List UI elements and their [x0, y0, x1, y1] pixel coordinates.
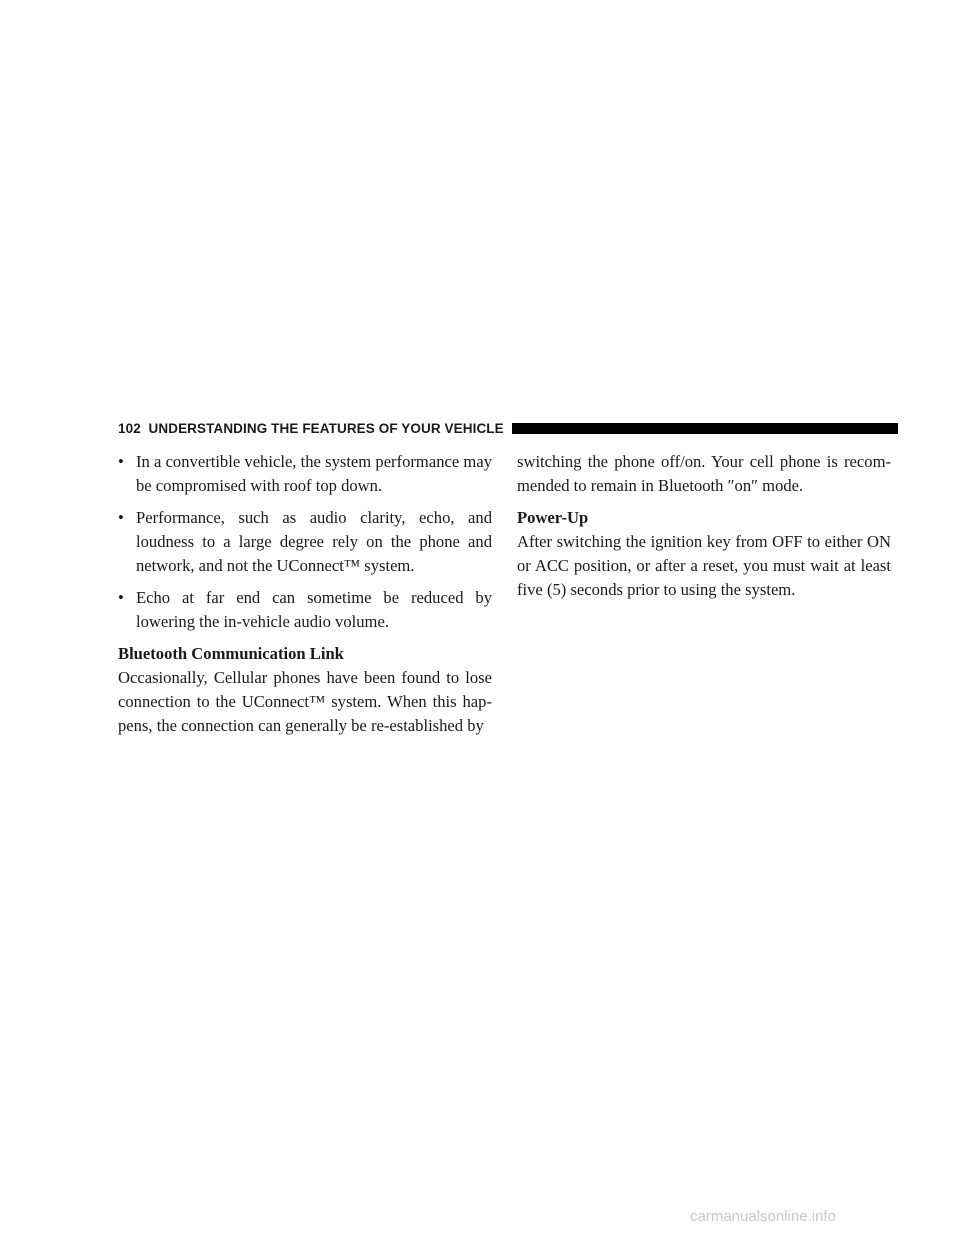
bullet-item: [118, 506, 492, 578]
paragraph-bluetooth: Occasionally, Cellular phones have been found to lose connection to the UConnect™ system. When this hap-pens, the connection can generally be re-established by: [118, 668, 492, 735]
left-column: [118, 450, 492, 738]
bullet-text: Performance, such as audio clarity, echo, and loudness to a large degree rely on the phone and network, and not the UConnect™ system.: [136, 508, 492, 575]
bullet-mark: •: [118, 588, 124, 607]
bullet-item: [118, 586, 492, 634]
header-text: [118, 421, 512, 436]
bullet-mark: •: [118, 452, 124, 471]
watermark: carmanualsonline.info: [690, 1208, 836, 1225]
right-column: [517, 450, 891, 602]
paragraph-power-up: After switching the ignition key from OFF to either ON or ACC position, or after a reset, you must wait at least five (5) seconds prior to using the system.: [517, 532, 891, 599]
bullet-item: [118, 450, 492, 498]
header-rule: [512, 423, 898, 434]
bullet-text: Echo at far end can sometime be reduced by lowering the in-vehicle audio volume.: [136, 588, 492, 631]
section-heading-bluetooth: Bluetooth Communication Link: [118, 644, 344, 663]
section-heading-power-up: Power-Up: [517, 508, 589, 527]
page-header: [118, 418, 898, 438]
bullet-text: In a convertible vehicle, the system performance may be compromised with roof top down.: [136, 452, 492, 495]
bullet-mark: •: [118, 508, 124, 527]
section-title: UNDERSTANDING THE FEATURES OF YOUR VEHICLE: [148, 420, 504, 436]
paragraph-continuation: switching the phone off/on. Your cell phone is recom-mended to remain in Bluetooth ″on″ mode.: [517, 452, 891, 495]
page-number: 102: [118, 420, 141, 436]
